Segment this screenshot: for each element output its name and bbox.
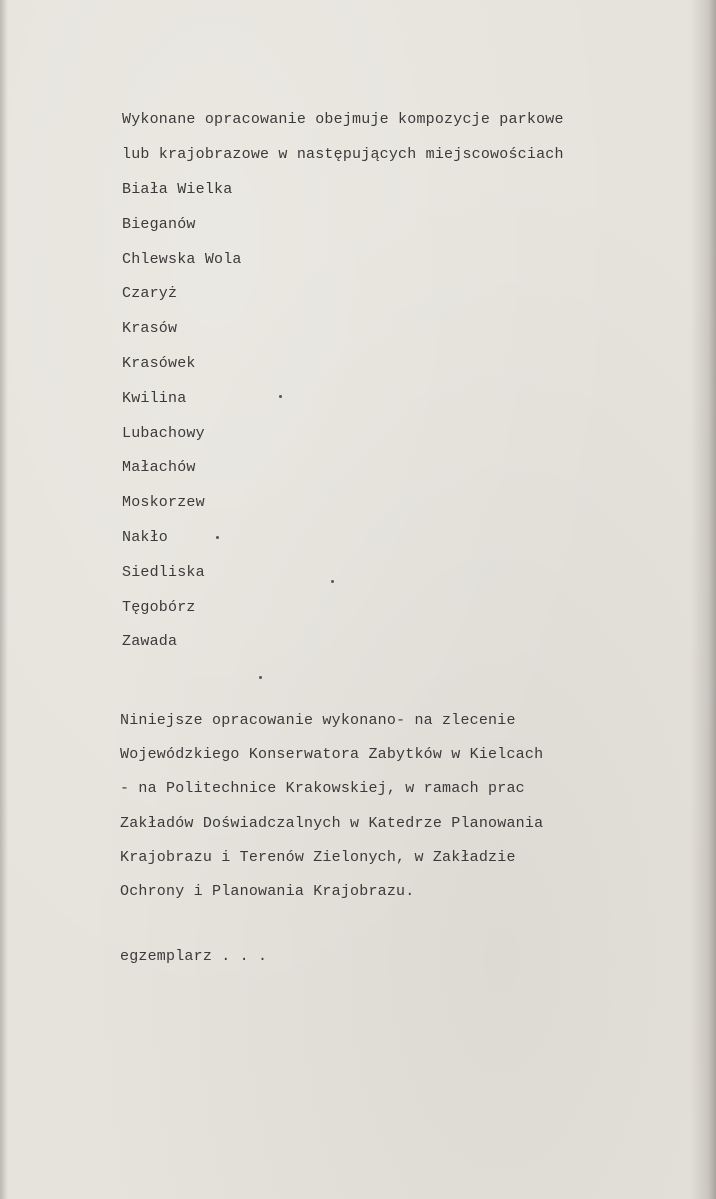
place-item: Biała Wielka: [122, 181, 233, 198]
place-item: Zawada: [122, 633, 178, 651]
page-left-shadow: [0, 0, 8, 1199]
note-line: Wojewódzkiego Konserwatora Zabytków w Kielcach: [120, 746, 544, 764]
paper-speck: [279, 395, 282, 398]
place-item: Nakło: [122, 528, 169, 546]
intro-line-1: Wykonane opracowanie obejmuje kompozycje parkowe: [122, 111, 564, 128]
place-item: Tęgobórz: [122, 598, 196, 616]
place-item: Siedliska: [122, 563, 205, 581]
place-item: Małachów: [122, 459, 196, 477]
note-line: Krajobrazu i Terenów Zielonych, w Zakładzie: [120, 848, 516, 866]
place-item: Czaryż: [122, 285, 178, 303]
place-item: Lubachowy: [122, 424, 205, 442]
page-right-shadow: [690, 0, 716, 1199]
intro-line-2: lub krajobrazowe w następujących miejscowościach: [122, 146, 564, 163]
place-item: Moskorzew: [122, 494, 205, 512]
commission-note: [120, 713, 543, 918]
paper-speck: [216, 536, 219, 539]
note-line: - na Politechnice Krakowskiej, w ramach prac: [120, 780, 525, 798]
copy-number-line: egzemplarz . . .: [120, 948, 268, 965]
place-item: Bieganów: [122, 215, 196, 233]
paper-speck: [259, 676, 262, 679]
place-item: Krasówek: [122, 354, 196, 372]
paper-speck: [331, 580, 334, 583]
place-list: [122, 182, 242, 669]
note-line: Ochrony i Planowania Krajobrazu.: [120, 882, 415, 900]
note-line: Zakładów Doświadczalnych w Katedrze Planowania: [120, 814, 544, 832]
note-line: Niniejsze opracowanie wykonano- na zlecenie: [120, 712, 516, 729]
place-item: Kwilina: [122, 389, 187, 407]
place-item: Chlewska Wola: [122, 250, 242, 268]
place-item: Krasów: [122, 320, 178, 338]
